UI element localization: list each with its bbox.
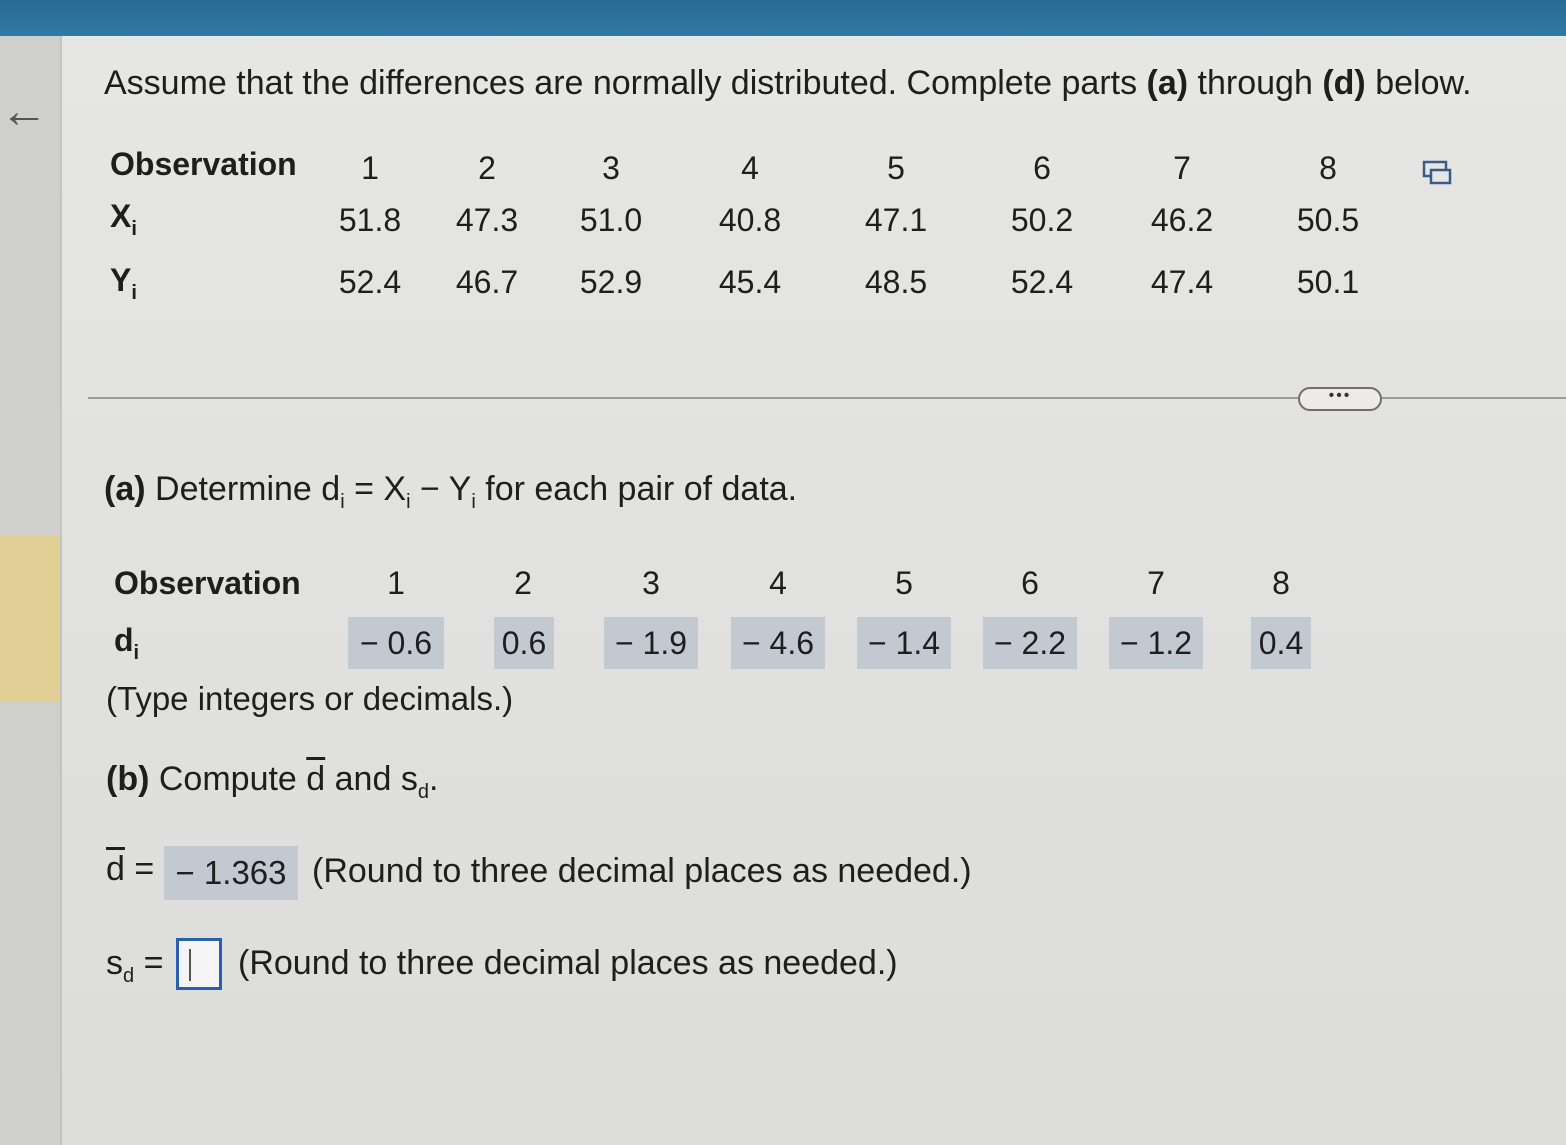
y-subscript: i	[471, 491, 476, 513]
dbar-symbol: $\overline{d}$	[306, 760, 326, 798]
d-row-subscript: i	[133, 642, 140, 664]
y-value-cell: 48.5	[864, 264, 928, 300]
x-value-cell: 46.2	[1150, 202, 1214, 238]
part-a-obs-header: 6	[1021, 565, 1039, 601]
d-answer-field[interactable]: − 1.2	[1109, 617, 1203, 669]
y-value-cell: 46.7	[455, 264, 519, 300]
prompt-part-d: (d)	[1322, 64, 1366, 102]
part-a-obs-header: 4	[769, 565, 787, 601]
part-a-header-label: Observation	[114, 565, 301, 601]
part-b-label: (b)	[106, 760, 150, 798]
part-a-prompt	[104, 470, 797, 514]
part-a-text: Determine d	[145, 470, 341, 508]
x-value-cell: 47.3	[455, 202, 519, 238]
y-label: Y	[110, 262, 132, 298]
prompt-text-end: below.	[1365, 64, 1472, 102]
x-value-cell: 51.0	[579, 202, 643, 238]
part-b-text: Compute	[149, 760, 307, 798]
part-a-obs-header: 5	[895, 565, 913, 601]
part-a-obs-header: 7	[1147, 565, 1165, 601]
prompt-part-a: (a)	[1146, 64, 1189, 102]
d-label: d	[114, 622, 134, 658]
table-obs-header: 2	[478, 150, 496, 186]
part-b-text-end: .	[428, 760, 439, 798]
copy-data-icon[interactable]	[1422, 160, 1452, 186]
prompt-text-mid: through	[1188, 64, 1323, 102]
d-answer-field[interactable]: 0.6	[494, 617, 554, 669]
x-subscript: i	[131, 218, 137, 240]
table-obs-header: 4	[741, 150, 759, 186]
dbar-answer-field[interactable]: − 1.363	[164, 846, 298, 900]
prompt-text: Assume that the differences are normally distributed. Complete parts	[104, 64, 1147, 102]
dbar-label-symbol: $\overline{d}$	[106, 850, 125, 888]
dbar-equation-label: $\overline{d}$ =	[106, 850, 155, 888]
back-arrow-icon[interactable]: ←	[0, 85, 48, 138]
table-obs-header: 1	[361, 150, 379, 186]
part-a-label: (a)	[104, 470, 146, 508]
sd-label-s: s	[106, 944, 123, 982]
table-obs-header: 6	[1033, 150, 1051, 186]
table-header-label: Observation	[110, 146, 297, 182]
d-answer-field[interactable]: 0.4	[1251, 617, 1311, 669]
sd-equation-label	[106, 944, 163, 988]
d-answer-field[interactable]: − 0.6	[348, 617, 444, 669]
part-a-text-end: for each pair of data.	[475, 470, 798, 508]
x-value-cell: 47.1	[864, 202, 928, 238]
table-obs-header: 8	[1319, 150, 1337, 186]
y-value-cell: 45.4	[718, 264, 782, 300]
table-obs-header: 7	[1173, 150, 1191, 186]
dbar-round-note: (Round to three decimal places as needed.)	[312, 852, 972, 890]
table-obs-header: 5	[887, 150, 905, 186]
sd-answer-input[interactable]	[176, 938, 222, 990]
part-a-hint: (Type integers or decimals.)	[106, 680, 514, 717]
part-b-prompt	[106, 760, 438, 804]
part-b-text-and: and s	[325, 760, 418, 798]
x-value-cell: 51.8	[338, 202, 402, 238]
sd-subscript: d	[417, 781, 429, 803]
sd-label-sub: d	[123, 965, 135, 987]
text-caret	[189, 949, 191, 981]
part-a-obs-header: 8	[1272, 565, 1290, 601]
sidebar-highlight	[0, 536, 60, 702]
part-a-obs-header: 3	[642, 565, 660, 601]
browser-top-bar	[0, 0, 1566, 36]
question-prompt	[104, 64, 1472, 103]
sd-round-note: (Round to three decimal places as needed.)	[238, 944, 898, 982]
x-value-cell: 40.8	[718, 202, 782, 238]
x-value-cell: 50.5	[1296, 202, 1360, 238]
d-row-label	[114, 622, 139, 665]
y-value-cell: 52.4	[338, 264, 402, 300]
y-value-cell: 52.9	[579, 264, 643, 300]
expand-more-button[interactable]: •••	[1298, 387, 1382, 411]
y-value-cell: 50.1	[1296, 264, 1360, 300]
part-a-obs-header: 1	[387, 565, 405, 601]
d-answer-field[interactable]: − 1.4	[857, 617, 951, 669]
x-label: X	[110, 198, 132, 234]
y-value-cell: 52.4	[1010, 264, 1074, 300]
part-a-obs-header: 2	[514, 565, 532, 601]
y-subscript: i	[131, 282, 137, 304]
x-subscript: i	[406, 491, 411, 513]
d-answer-field[interactable]: − 2.2	[983, 617, 1077, 669]
part-a-text-minus: − Y	[410, 470, 472, 508]
table-obs-header: 3	[602, 150, 620, 186]
d-answer-field[interactable]: − 4.6	[731, 617, 825, 669]
sd-label-eq: =	[134, 944, 164, 982]
part-a-text-eq: = X	[344, 470, 407, 508]
y-value-cell: 47.4	[1150, 264, 1214, 300]
y-row-label	[110, 262, 137, 305]
d-answer-field[interactable]: − 1.9	[604, 617, 698, 669]
x-row-label	[110, 198, 137, 241]
d-subscript: i	[340, 491, 345, 513]
x-value-cell: 50.2	[1010, 202, 1074, 238]
